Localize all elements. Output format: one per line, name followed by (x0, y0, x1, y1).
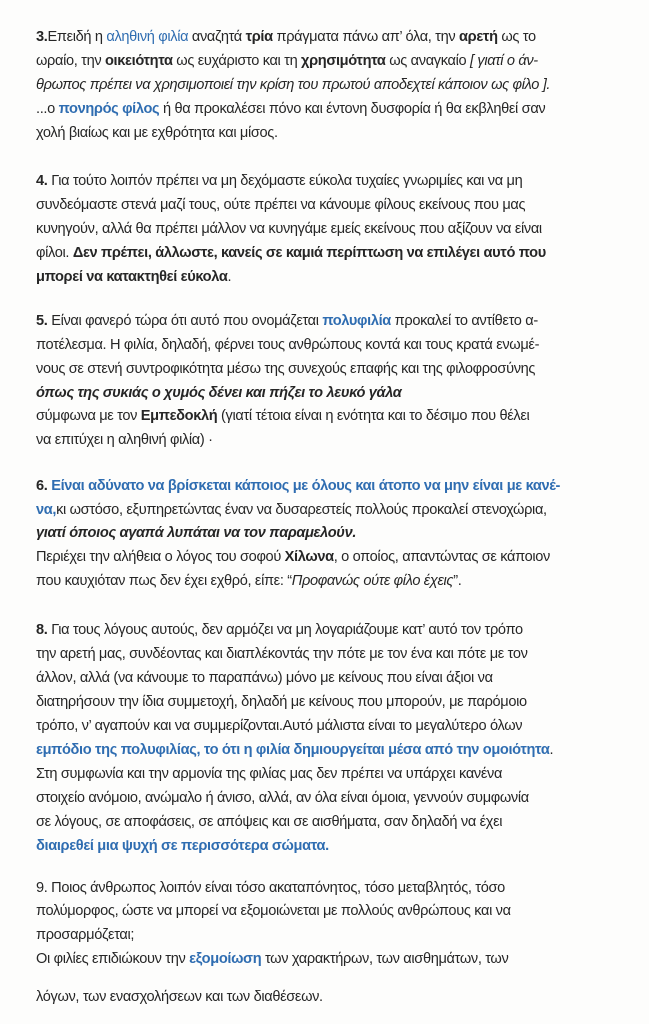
text-line (36, 547, 550, 567)
text-span: Οι φιλίες επιδιώκουν την (36, 951, 190, 967)
text-span: . (549, 742, 554, 758)
text-span: συνδεόμαστε στενά μαζί τους, ούτε πρέπει να κάνουμε φίλους εκείνους που μας (36, 197, 526, 213)
text-line (36, 311, 538, 331)
highlighted-term: πονηρός φίλος (58, 101, 160, 117)
text-span: Για τους λόγους αυτούς, δεν αρμόζει να μη λογαριάζουμε κατ’ αυτό τον τρόπο (47, 622, 523, 638)
text-line (36, 75, 550, 95)
text-line (36, 668, 493, 688)
bold-text: 6. (36, 478, 48, 494)
text-line (36, 812, 502, 832)
text-line (36, 99, 545, 119)
text-line (36, 788, 529, 808)
text-line (36, 123, 278, 143)
text-line (36, 51, 538, 71)
text-span: διατηρήσουν την ίδια συμμετοχή, δηλαδή με κείνους που μπορούν, με παρόμοιο (36, 694, 527, 710)
text-span: την αρετή μας, συνδέοντας και διαπλέκοντάς την πότε με τον ένα και πότε με τον (36, 646, 528, 662)
text-span: ως ευχάριστο και τη (172, 53, 302, 69)
bold-text: Δεν πρέπει, άλλωστε, κανείς σε καμιά περίπτωση να επιλέγει αυτό που (72, 245, 546, 261)
text-span: ως αναγκαίο (385, 53, 470, 69)
text-span: άλλον, αλλά (να κάνουμε το παραπάνω) μόνο με κείνους που είναι άξιοι να (36, 670, 493, 686)
text-line (36, 764, 502, 784)
text-span: χολή βιαίως και με εχθρότητα και μίσος. (36, 125, 278, 141)
highlighted-term: να, (36, 502, 57, 518)
text-line (36, 740, 553, 760)
text-span: σύμφωνα με τον (36, 408, 141, 424)
text-span: νους σε στενή συντροφικότητα μέσω της συνεχούς επαφής και της φιλοφροσύνης (36, 361, 536, 377)
text-span: ως το (497, 29, 536, 45)
text-line (36, 644, 528, 664)
text-span: Στη συμφωνία και την αρμονία της φιλίας μας δεν πρέπει να υπάρχει κανένα (36, 766, 503, 782)
italic-text: [ γιατί ο άν- (469, 53, 538, 69)
bold-text: αρετή (459, 29, 498, 45)
italic-text: θρωπος πρέπει να χρησιμοποιεί την κρίση του πρωτού αποδεχτεί κάποιον ως φίλο ]. (36, 77, 551, 93)
text-span: , ο οποίος, απαντώντας σε κάποιον (333, 549, 550, 565)
text-line (36, 335, 539, 355)
highlighted-term: πολυφιλία (322, 313, 391, 329)
text-span: στοιχείο ανόμοιο, ανώμαλο ή άνισο, αλλά, αν όλα είναι όμοια, γεννούν συμφωνία (36, 790, 529, 806)
text-line (36, 925, 134, 945)
text-span: κυνηγούν, αλλά θα πρέπει μάλλον να κυνηγάμε εμείς εκείνους που αξίζουν να είναι (36, 221, 542, 237)
bold-text: χρησιμότητα (301, 53, 386, 69)
text-line (36, 383, 401, 403)
bold-text: τρία (245, 29, 273, 45)
text-line (36, 195, 525, 215)
text-line (36, 500, 547, 520)
text-line (36, 987, 323, 1007)
text-line (36, 430, 213, 450)
text-span: Περιέχει την αλήθεια ο λόγος του σοφού (36, 549, 285, 565)
text-span: Για τούτο λοιπόν πρέπει να μη δεχόμαστε εύκολα τυχαίες γνωριμίες και να μη (47, 173, 523, 189)
italic-text: Προφανώς ούτε φίλο έχεις (291, 573, 454, 589)
text-span: πολύμορφος, ώστε να μπορεί να εξομοιώνεται με πολλούς ανθρώπους και να (36, 903, 511, 919)
text-line (36, 171, 522, 191)
bold-text: 8. (36, 622, 48, 638)
text-span: Είναι φανερό τώρα ότι αυτό που ονομάζεται (47, 313, 323, 329)
text-span: να επιτύχει η αληθινή φιλία) · (36, 432, 213, 448)
text-span: 9. Ποιος άνθρωπος λοιπόν είναι τόσο ακαταπόνητος, τόσο μεταβλητός, τόσο (36, 880, 505, 896)
text-line (36, 692, 527, 712)
text-line (36, 476, 560, 496)
text-span: ή θα προκαλέσει πόνο και έντονη δυσφορία ή θα εκβληθεί σαν (159, 101, 546, 117)
text-line (36, 523, 356, 543)
emphasized-quote: γιατί όποιος αγαπά λυπάται να τον παραμελούν. (36, 525, 357, 541)
text-span: ...ο (36, 101, 59, 117)
text-line (36, 716, 522, 736)
text-span: ”. (453, 573, 462, 589)
bold-text: 3. (36, 29, 48, 45)
text-span: που καυχιόταν πως δεν έχει εχθρό, είπε: “ (36, 573, 292, 589)
text-span: τρόπο, ν’ αγαπούν και να συμμερίζονται.Αυτό μάλιστα είναι το μεγαλύτερο όλων (36, 718, 523, 734)
text-span: (γιατί τέτοια είναι η ενότητα και το δέσιμο που θέλει (217, 408, 530, 424)
highlighted-term: Είναι αδύνατο να βρίσκεται κάποιος με όλους και άτοπο να μην είναι με κανέ- (51, 478, 561, 494)
text-span: προσαρμόζεται; (36, 927, 135, 943)
bold-text: Εμπεδοκλή (140, 408, 218, 424)
text-line (36, 878, 505, 898)
text-line (36, 27, 536, 47)
text-line (36, 620, 523, 640)
text-span: κι ωστόσο, εξυπηρετώντας έναν να δυσαρεστείς πολλούς προκαλεί στενοχώρια, (56, 502, 547, 518)
highlighted-term: εμπόδιο της πολυφιλίας, το ότι η φιλία δημιουργείται μέσα από την ομοιότητα (36, 742, 550, 758)
text-line (36, 267, 231, 287)
bold-text: Χίλωνα (284, 549, 334, 565)
highlighted-term: διαιρεθεί μια ψυχή σε περισσότερα σώματα. (36, 838, 329, 854)
text-line (36, 243, 546, 263)
text-line (36, 406, 529, 426)
text-span: Επειδή η (47, 29, 107, 45)
text-span: αναζητά (188, 29, 246, 45)
text-line (36, 949, 508, 969)
highlighted-term: εξομοίωση (189, 951, 262, 967)
text-span: των χαρακτήρων, των αισθημάτων, των (261, 951, 509, 967)
text-span: ποτέλεσμα. Η φιλία, δηλαδή, φέρνει τους ανθρώπους κοντά και τους κρατά ενωμέ- (36, 337, 540, 353)
text-line (36, 836, 329, 856)
bold-text: οικειότητα (104, 53, 173, 69)
text-span: σε λόγους, σε αποφάσεις, σε απόψεις και σε αισθήματα, σαν δηλαδή να έχει (36, 814, 503, 830)
bold-text: 4. (36, 173, 48, 189)
text-span: λόγων, των ενασχολήσεων και των διαθέσεων. (36, 989, 323, 1005)
text-line (36, 359, 535, 379)
highlighted-term: αληθινή φιλία (106, 29, 189, 45)
bold-text: 5. (36, 313, 48, 329)
text-line (36, 901, 511, 921)
text-span: ωραίο, την (36, 53, 105, 69)
text-span: . (227, 269, 232, 285)
text-span: πράγματα πάνω απ’ όλα, την (272, 29, 460, 45)
emphasized-quote: όπως της συκιάς ο χυμός δένει και πήζει το λευκό γάλα (36, 385, 402, 401)
bold-text: μπορεί να κατακτηθεί εύκολα (36, 269, 228, 285)
text-span: φίλοι. (36, 245, 73, 261)
text-line (36, 219, 542, 239)
text-span: προκαλεί το αντίθετο α- (390, 313, 538, 329)
text-line (36, 571, 461, 591)
